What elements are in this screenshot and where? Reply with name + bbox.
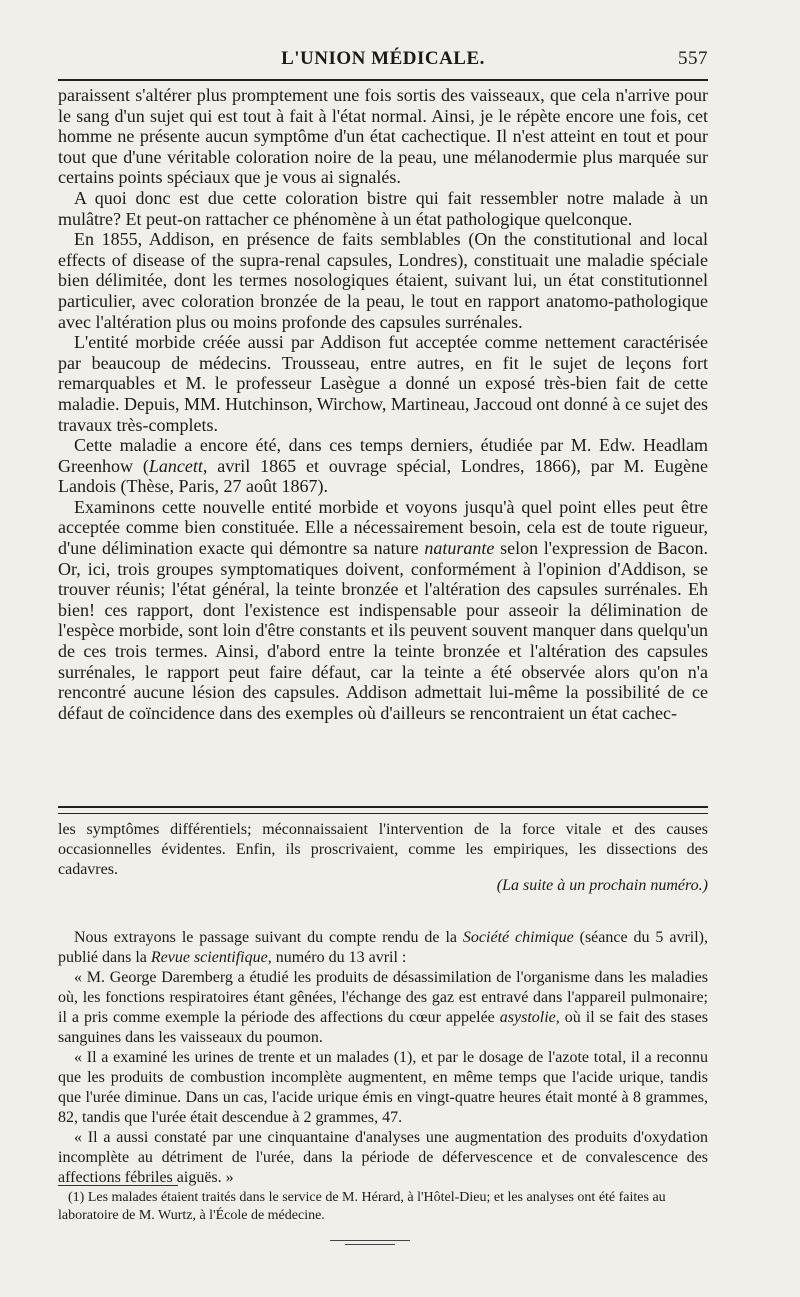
- header-rule: [58, 79, 708, 81]
- end-ornament: [330, 1240, 410, 1241]
- paragraph-text: (séance du 5 avril), publié dans la: [58, 929, 709, 966]
- paragraph-text: « Il a aussi constaté par une cinquantaine d'analyses une augmentation des produits d'oxydation incomplète au détriment de l'urée, dans la période de défervescence et de convalescence des affections fébriles aiguës. »: [58, 1129, 708, 1186]
- paragraph: [58, 85, 708, 188]
- paragraph-text: selon l'expression de Bacon. Or, ici, trois groupes symptomatiques doivent, conformément à l'opinion d'Addison, se trouver réunis; l'état général, la teinte bronzée et l'altération des capsules surrénales. Eh bien! ces rapport, dont l'existence est indispensable pour asseoir la délimination de l'espèce morbide, sont loin d'être constants et ils peuvent souvent manquer dans quelqu'un de ces trois termes. Ainsi, d'abord entre la teinte bronzée et l'altération des capsules surrénales, le rapport peut faire défaut, car la teinte a été observée alors qu'on n'a rencontré aucune lésion des capsules. Addison admettait lui-même la possibilité de ce défaut de coïncidence dans des exemples où d'ailleurs se rencontraient un état cachec-: [58, 538, 708, 723]
- to-be-continued: (La suite à un prochain numéro.): [496, 877, 708, 894]
- paragraph-text: « Il a examiné les urines de trente et un malades (1), et par le dosage de l'azote total, il a reconnu que les produits de combustion incomplète augmentent, en même temps que l'acide urique, tandis que l'urée diminue. Dans un cas, l'acide urique émis en vingt-quatre heures était monté à 8 grammes, 82, tandis que l'urée était descendue à 2 grammes, 47.: [58, 1049, 708, 1126]
- footnote: [58, 1189, 708, 1225]
- section-rule: [58, 806, 708, 814]
- paragraph: [58, 968, 708, 1048]
- page-header: [58, 42, 708, 76]
- italic-title: Société chimique: [462, 929, 574, 946]
- society-extract: [58, 928, 708, 1188]
- paragraph: [58, 332, 708, 435]
- paragraph: [58, 229, 708, 332]
- paragraph-text: , avril 1865 et ouvrage spécial, Londres, 1866), par M. Eugène Landois (Thèse, Paris, 27 août 1867).: [58, 455, 708, 497]
- continuation-text: les symptômes différentiels; méconnaissaient l'intervention de la force vitale et des causes occasionnelles évidentes. Enfin, ils proscrivaient, comme les empiriques, les dissections des cadavres.: [58, 821, 708, 878]
- paragraph-text: , où il se fait des stases sanguines dans les vaisseaux du poumon.: [58, 1009, 708, 1046]
- footnote-rule: [58, 1185, 178, 1186]
- feuilleton-continuation: [58, 820, 708, 880]
- paragraph-text: Cette maladie a encore été, dans ces temps derniers, étudiée par M. Edw. Headlam Greenhow (: [58, 435, 708, 476]
- paragraph-text: L'entité morbide créée aussi par Addison fut acceptée comme nettement caractérisée par beaucoup de médecins. Trousseau, entre autres, en fit le sujet de leçons fort remarquables et M. le professeur Lasègue a donné un exposé très-bien fait de cette maladie. Depuis, MM. Hutchinson, Wirchow, Martineau, Jaccoud ont donné à ce sujet des travaux très-complets.: [58, 332, 708, 435]
- end-ornament: [345, 1244, 395, 1245]
- paragraph: [58, 1128, 708, 1188]
- paragraph-text: Examinons cette nouvelle entité morbide et voyons jusqu'à quel point elles peut être acceptée comme bien constituée. Elle a nécessairement besoin, cela est de toute rigueur, d'une délimination exacte qui démontre sa nature: [58, 496, 708, 559]
- main-article: [58, 85, 708, 723]
- page-number: 557: [678, 48, 708, 69]
- paragraph-text: Nous extrayons le passage suivant du compte rendu de la: [74, 929, 463, 946]
- italic-term: naturante: [424, 538, 495, 559]
- italic-term: asystolie: [499, 1009, 556, 1026]
- italic-title: Revue scientifique: [150, 949, 268, 966]
- paragraph: [58, 1048, 708, 1128]
- paragraph: [58, 188, 708, 229]
- paragraph: [58, 435, 708, 497]
- paragraph-text: paraissent s'altérer plus promptement une fois sortis des vaisseaux, que cela n'arrive pour le sang d'un sujet qui est tout à fait à l'état normal. Ainsi, je le répète encore une fois, cet homme ne présente aucun symptôme d'un état cachectique. Il n'est atteint en tout et pour tout que d'une véritable coloration noire de la peau, une mélanodermie plus marquée sur certains points spéciaux que je vous ai signalés.: [58, 85, 708, 188]
- paragraph: [58, 497, 708, 724]
- italic-citation: Lancett: [148, 455, 203, 476]
- paragraph-text: « M. George Daremberg a étudié les produits de désassimilation de l'organisme dans les maladies où, les fonctions respiratoires étant gênées, l'échange des gaz est entravé dans l'appareil pulmonaire; il a pris comme exemple la période des affections du cœur appelée: [58, 969, 708, 1026]
- running-title: L'UNION MÉDICALE.: [281, 48, 485, 69]
- paragraph-text: , numéro du 13 avril :: [267, 949, 407, 966]
- paragraph: [58, 928, 708, 968]
- footnote-text: (1) Les malades étaient traités dans le service de M. Hérard, à l'Hôtel-Dieu; et les analyses ont été faites au laboratoire de M. Wurtz, à l'École de médecine.: [58, 1190, 666, 1223]
- paragraph-text: En 1855, Addison, en présence de faits semblables (On the constitutional and local effects of disease of the supra-renal capsules, Londres), constituait une maladie spéciale bien délimitée, dont les termes nosologiques étaient, suivant lui, un état constitutionnel particulier, avec coloration bronzée de la peau, le tout en rapport anatomo-pathologique avec l'altération plus ou moins profonde des capsules surrénales.: [58, 229, 708, 332]
- paragraph-text: A quoi donc est due cette coloration bistre qui fait ressembler notre malade à un mulâtre? Et peut-on rattacher ce phénomène à un état pathologique quelconque.: [58, 187, 708, 229]
